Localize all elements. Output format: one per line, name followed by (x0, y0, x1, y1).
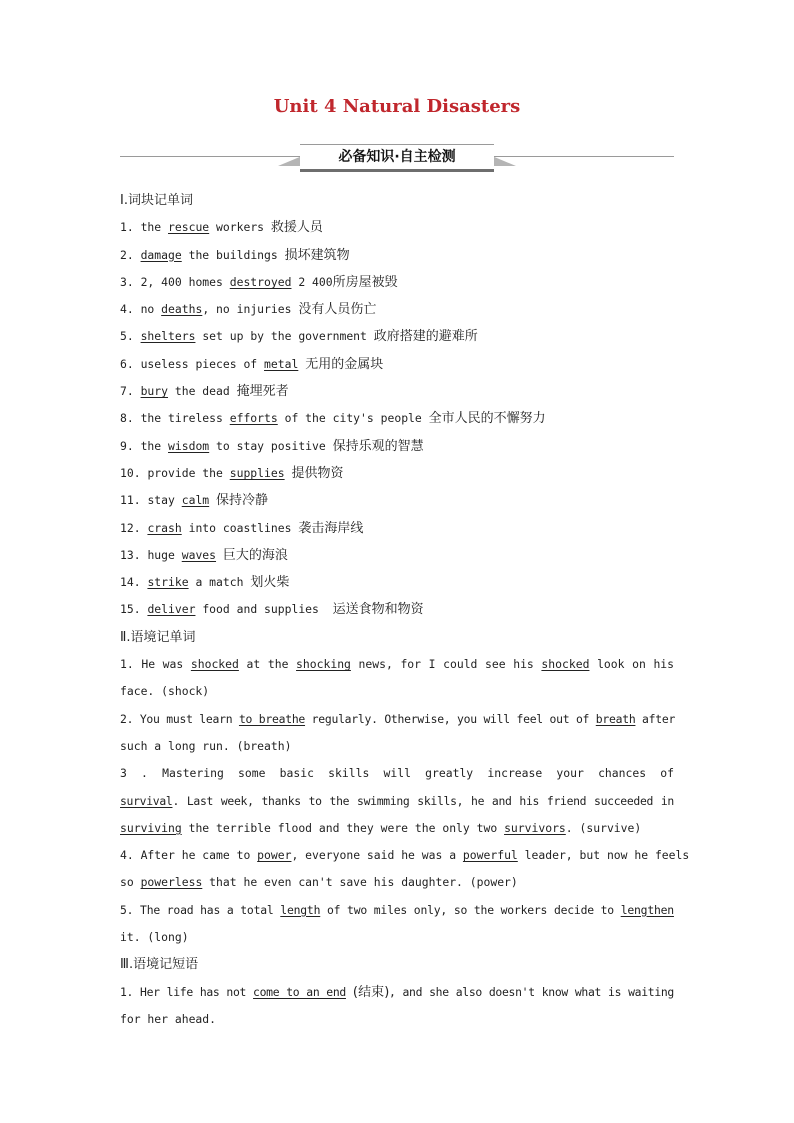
vocab-item: 7. bury the dead 掩埋死者 (120, 384, 289, 400)
context-line: 5. The road has a total length of two miles only, so the workers decide to lengthen (120, 902, 674, 917)
vocab-item: 14. strike a match 划火柴 (120, 575, 290, 591)
answer-word: shocked (190, 657, 239, 672)
vocab-item: 13. huge waves 巨大的海浪 (120, 547, 288, 563)
vocab-item: 2. damage the buildings 损坏建筑物 (120, 247, 350, 263)
context-line: face. (shock) (120, 684, 210, 699)
answer-word: metal (264, 356, 299, 371)
section-heading-1: Ⅰ.词块记单词 (120, 193, 193, 208)
answer-word: breath (595, 711, 636, 726)
answer-word: powerless (140, 875, 203, 890)
answer-word: calm (181, 493, 210, 508)
answer-word: wisdom (168, 438, 210, 453)
answer-word: efforts (229, 411, 278, 426)
context-line: survival. Last week, thanks to the swimming skills, he and his friend succeeded in (120, 793, 674, 808)
context-line: so powerless that he even can't save his daughter. (power) (120, 875, 518, 890)
context-line: for her ahead. (120, 1011, 217, 1026)
answer-word: surviving (120, 820, 182, 835)
answer-word: shocked (541, 657, 590, 672)
context-line: it. (long) (120, 930, 189, 945)
context-line: 3 . Mastering some basic skills will greatly increase your chances of (120, 766, 674, 781)
answer-word: crash (147, 520, 182, 535)
section-banner (120, 142, 674, 172)
vocab-item: 1. the rescue workers 救援人员 (120, 220, 323, 236)
answer-word: come to an end (253, 984, 346, 999)
banner-wedge-left (278, 156, 302, 166)
vocab-item: 9. the wisdom to stay positive 保持乐观的智慧 (120, 438, 424, 454)
answer-word: deaths (161, 302, 203, 317)
answer-word: damage (140, 247, 182, 262)
content (120, 187, 690, 1033)
vocab-item: 4. no deaths, no injuries 没有人员伤亡 (120, 302, 377, 318)
vocab-item: 12. crash into coastlines 袭击海岸线 (120, 520, 364, 536)
page-title: Unit 4 Natural Disasters (273, 96, 521, 117)
answer-word: survivors (504, 820, 566, 835)
answer-word: survival (120, 793, 173, 808)
vocab-item: 5. shelters set up by the government 政府搭建的避难所 (120, 329, 478, 345)
vocab-item: 10. provide the supplies 提供物资 (120, 465, 344, 481)
answer-word: deliver (147, 602, 196, 617)
vocab-item: 8. the tireless efforts of the city's people 全市人民的不懈努力 (120, 411, 546, 427)
context-line: 4. After he came to power, everyone said he was a powerful leader, but now he feels (120, 848, 690, 863)
context-line: 1. Her life has not come to an end (结束), and she also doesn't know what is waiting (120, 984, 674, 1000)
answer-word: power (257, 848, 292, 863)
answer-word: length (280, 902, 321, 917)
vocab-item: 11. stay calm 保持冷静 (120, 493, 269, 509)
vocab-item: 15. deliver food and supplies 运送食物和物资 (120, 602, 424, 618)
banner-label: 必备知识·自主检测 (300, 144, 494, 172)
answer-word: strike (147, 575, 189, 590)
banner-wedge-right (492, 156, 516, 166)
answer-word: lengthen (620, 902, 674, 917)
context-line: 1. He was shocked at the shocking news, for I could see his shocked look on his (120, 657, 675, 672)
section-heading-3: Ⅲ.语境记短语 (120, 957, 199, 973)
answer-word: supplies (229, 465, 285, 480)
answer-word: rescue (168, 220, 210, 235)
context-line: such a long run. (breath) (120, 738, 292, 753)
answer-word: shelters (140, 329, 196, 344)
answer-word: to breathe (238, 711, 306, 726)
answer-word: shocking (296, 657, 351, 672)
answer-word: waves (181, 547, 217, 562)
section-heading-2: Ⅱ.语境记单词 (120, 629, 196, 645)
context-line: surviving the terrible flood and they were the only two survivors. (survive) (120, 820, 642, 835)
context-line: 2. You must learn to breathe regularly. Otherwise, you will feel out of breath after (120, 711, 676, 726)
answer-word: bury (140, 384, 169, 399)
vocab-item: 3. 2, 400 homes destroyed 2 400所房屋被毁 (120, 274, 398, 290)
vocab-item: 6. useless pieces of metal 无用的金属块 (120, 356, 384, 372)
answer-word: powerful (462, 848, 518, 863)
answer-word: destroyed (229, 274, 292, 289)
